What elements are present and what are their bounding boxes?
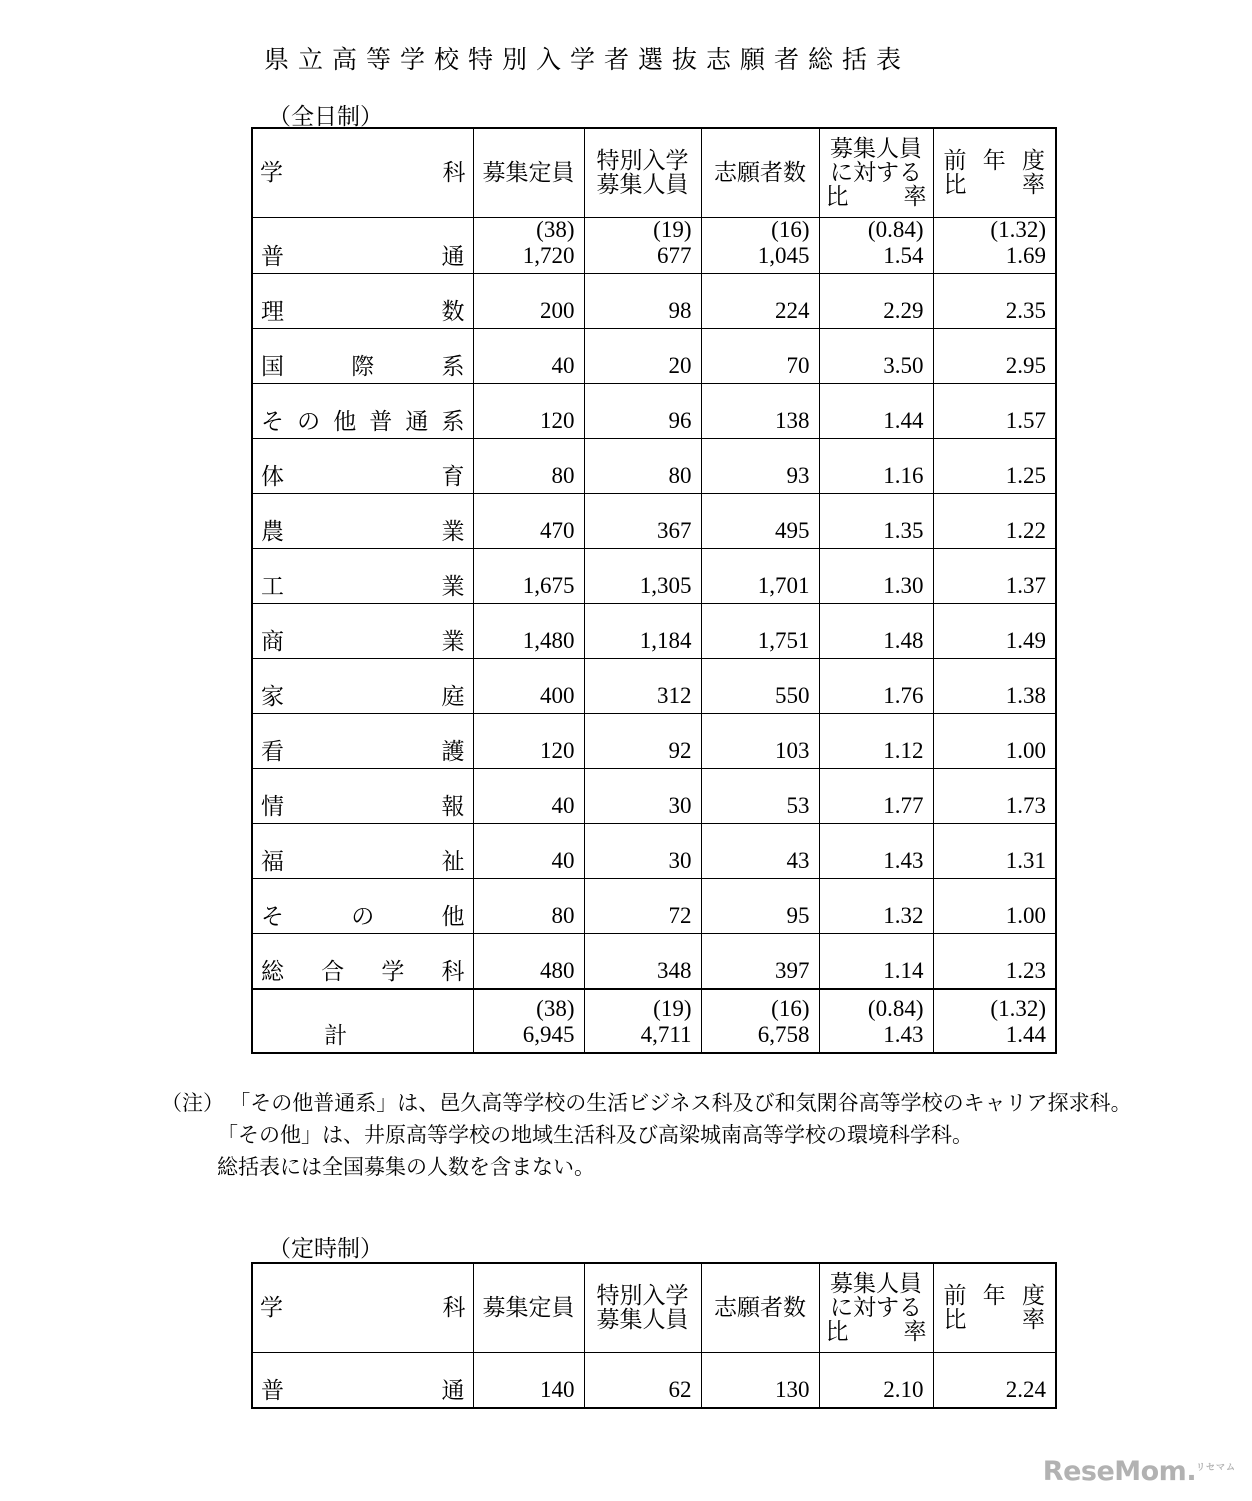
table-row: [252, 383, 1056, 438]
cell-ratio-value: 3.50: [883, 352, 924, 378]
pl2a: 比: [943, 172, 967, 197]
pl1a: 前: [943, 148, 967, 174]
cell-special-quota-value: 348: [657, 957, 692, 983]
cell-applicants: [701, 933, 819, 989]
cell-ratio-value: 1.32: [883, 902, 924, 928]
cell-applicants: [701, 603, 819, 658]
cell-special-quota-value: 1,305: [639, 572, 692, 598]
cell-applicants: [701, 768, 819, 823]
table-row: [252, 603, 1056, 658]
header-cell-previous-year-ratio: [933, 1263, 1056, 1353]
cell-special-quota: [584, 328, 701, 383]
cell-quota: [473, 933, 584, 989]
footnotes: [161, 1088, 1132, 1184]
table-row: [252, 548, 1056, 603]
cell-previous-year-ratio: [933, 768, 1056, 823]
cell-quota-value: 120: [540, 737, 575, 763]
cell-applicants-parenthetical: (16): [771, 217, 810, 242]
cell-previous-year-ratio-value: 1.44: [1005, 1021, 1046, 1047]
subject-label: 普 通: [261, 243, 465, 269]
header-cell-ratio: [819, 128, 933, 218]
header-subject-left: 学: [260, 1295, 283, 1321]
cell-previous-year-ratio: [933, 603, 1056, 658]
rl1: 募集人員: [830, 136, 922, 162]
cell-applicants-value: 53: [786, 792, 810, 818]
rl2: に対する: [830, 160, 922, 186]
cell-applicants: [701, 328, 819, 383]
cell-subject: [252, 823, 473, 878]
table-row: [252, 933, 1056, 989]
cell-ratio: [819, 989, 933, 1053]
cell-special-quota: [584, 713, 701, 768]
cell-applicants: [701, 658, 819, 713]
cell-subject: [252, 383, 473, 438]
header-subject-left: 学: [260, 160, 283, 186]
cell-ratio-parenthetical: (0.84): [867, 996, 924, 1021]
subject-label: 計: [324, 1022, 348, 1048]
cell-quota-parenthetical: (38): [536, 217, 575, 242]
cell-applicants: [701, 438, 819, 493]
table-row: [252, 768, 1056, 823]
cell-ratio: [819, 383, 933, 438]
hl1: 特別入学: [596, 148, 689, 174]
cell-quota-value: 1,720: [522, 242, 575, 268]
cell-subject: [252, 438, 473, 493]
cell-special-quota: [584, 989, 701, 1053]
cell-applicants-value: 1,045: [757, 242, 810, 268]
cell-quota: [473, 328, 584, 383]
cell-applicants: [701, 383, 819, 438]
pl1a: 前: [943, 1283, 967, 1309]
cell-applicants-value: 6,758: [757, 1021, 810, 1047]
cell-applicants-value: 1,751: [757, 627, 810, 653]
cell-ratio: [819, 273, 933, 328]
cell-subject: [252, 658, 473, 713]
fulltime-table: [251, 127, 1057, 1054]
cell-ratio: [819, 328, 933, 383]
pl1b: 年: [982, 148, 1006, 174]
cell-previous-year-ratio-value: 1.73: [1005, 792, 1046, 818]
cell-special-quota: [584, 878, 701, 933]
cell-quota: [473, 989, 584, 1053]
subject-label: 国 際 系: [261, 353, 465, 379]
cell-subject: [252, 273, 473, 328]
parttime-table: [251, 1262, 1057, 1409]
cell-quota-value: 6,945: [522, 1021, 575, 1047]
cell-special-quota-parenthetical: (19): [653, 996, 692, 1021]
cell-quota-value: 80: [551, 902, 575, 928]
table-row: [252, 1353, 1056, 1409]
pl2b: 率: [1022, 1307, 1045, 1332]
cell-special-quota-value: 80: [668, 462, 692, 488]
cell-previous-year-ratio: [933, 878, 1056, 933]
section-caption-fulltime: （全日制）: [268, 104, 383, 129]
cell-quota: [473, 768, 584, 823]
cell-subject: [252, 933, 473, 989]
cell-quota: [473, 713, 584, 768]
cell-special-quota-value: 96: [668, 407, 692, 433]
cell-special-quota-value: 1,184: [639, 627, 692, 653]
cell-quota-value: 200: [540, 297, 575, 323]
subject-label: 普 通: [261, 1378, 465, 1403]
table-row: [252, 658, 1056, 713]
footnote-text-3: 総括表には全国募集の人数を含まない。: [217, 1154, 595, 1179]
subject-label: そ の 他: [261, 903, 465, 929]
cell-applicants: [701, 823, 819, 878]
table-row: [252, 438, 1056, 493]
cell-quota: [473, 603, 584, 658]
cell-ratio: [819, 493, 933, 548]
cell-previous-year-ratio: [933, 383, 1056, 438]
cell-previous-year-ratio-value: 1.38: [1005, 682, 1046, 708]
table-row: [252, 328, 1056, 383]
cell-subject: [252, 878, 473, 933]
cell-previous-year-ratio-value: 1.00: [1005, 902, 1046, 928]
cell-subject: [252, 218, 473, 274]
cell-quota: [473, 1353, 584, 1409]
cell-quota: [473, 383, 584, 438]
cell-subject: [252, 713, 473, 768]
pl2b: 率: [1022, 172, 1045, 197]
cell-ratio-value: 1.30: [883, 572, 924, 598]
cell-previous-year-ratio-value: 1.25: [1005, 462, 1046, 488]
cell-ratio-value: 1.48: [883, 627, 924, 653]
subject-label: 情 報: [261, 793, 465, 819]
footnote-marker: （注）: [161, 1091, 224, 1115]
cell-quota: [473, 878, 584, 933]
cell-previous-year-ratio-value: 1.37: [1005, 572, 1046, 598]
cell-previous-year-ratio: [933, 548, 1056, 603]
subject-label: 看 護: [261, 738, 465, 764]
cell-special-quota: [584, 493, 701, 548]
page-title: 県立高等学校特別入学者選抜志願者総括表: [264, 47, 911, 74]
table-row: [252, 823, 1056, 878]
cell-previous-year-ratio-value: 1.49: [1005, 627, 1046, 653]
cell-ratio: [819, 603, 933, 658]
table-row: [252, 273, 1056, 328]
cell-subject: [252, 603, 473, 658]
cell-special-quota: [584, 438, 701, 493]
cell-ratio-value: 1.44: [883, 407, 924, 433]
subject-label: 工 業: [261, 573, 465, 599]
cell-previous-year-ratio: [933, 1353, 1056, 1409]
cell-applicants-value: 93: [786, 462, 810, 488]
cell-applicants: [701, 548, 819, 603]
cell-ratio: [819, 713, 933, 768]
header-subject-right: 科: [442, 1295, 466, 1321]
cell-applicants-value: 138: [775, 407, 810, 433]
hl2: 募集人員: [596, 172, 689, 197]
header-cell-special-quota: [584, 128, 701, 218]
footnote-text-2: 「その他」は、井原高等学校の地域生活科及び高梁城南高等学校の環境科学科。: [217, 1122, 973, 1147]
watermark-superscript: リセマム: [1196, 1463, 1236, 1473]
subject-label: 理 数: [261, 298, 465, 324]
cell-special-quota-parenthetical: (19): [653, 217, 692, 242]
table-row: [252, 493, 1056, 548]
cell-special-quota: [584, 218, 701, 274]
header-cell-quota: 募集定員: [473, 1263, 584, 1353]
cell-quota-parenthetical: (38): [536, 996, 575, 1021]
cell-quota-value: 40: [551, 847, 575, 873]
cell-previous-year-ratio: [933, 933, 1056, 989]
cell-quota-value: 470: [540, 517, 575, 543]
cell-applicants-value: 224: [775, 297, 810, 323]
cell-applicants-parenthetical: (16): [771, 996, 810, 1021]
cell-previous-year-ratio: [933, 823, 1056, 878]
cell-applicants-value: 130: [775, 1376, 810, 1402]
cell-quota-value: 120: [540, 407, 575, 433]
watermark: [1043, 1456, 1236, 1487]
cell-ratio-value: 1.77: [883, 792, 924, 818]
cell-applicants: [701, 1353, 819, 1409]
cell-applicants-value: 70: [786, 352, 810, 378]
cell-special-quota-value: 98: [668, 297, 692, 323]
cell-subject: [252, 1353, 473, 1409]
cell-ratio: [819, 218, 933, 274]
cell-ratio: [819, 878, 933, 933]
subject-label: 家 庭: [261, 683, 465, 709]
cell-special-quota-value: 20: [668, 352, 692, 378]
cell-special-quota-value: 312: [657, 682, 692, 708]
cell-subject: [252, 989, 473, 1053]
rl3b: 率: [903, 1318, 927, 1344]
rl3b: 率: [903, 183, 927, 209]
cell-applicants: [701, 218, 819, 274]
cell-special-quota: [584, 768, 701, 823]
cell-quota-value: 40: [551, 792, 575, 818]
cell-special-quota: [584, 603, 701, 658]
cell-applicants: [701, 493, 819, 548]
pl2a: 比: [943, 1307, 967, 1332]
cell-previous-year-ratio: [933, 328, 1056, 383]
cell-special-quota-value: 30: [668, 792, 692, 818]
header-cell-applicants: 志願者数: [701, 128, 819, 218]
cell-quota-value: 140: [540, 1376, 575, 1402]
cell-applicants-value: 1,701: [757, 572, 810, 598]
cell-quota: [473, 548, 584, 603]
cell-ratio-value: 1.14: [883, 957, 924, 983]
cell-ratio-value: 1.54: [883, 242, 924, 268]
rl3a: 比: [825, 183, 849, 209]
cell-ratio-value: 2.10: [883, 1376, 924, 1402]
table-row: [252, 713, 1056, 768]
cell-subject: [252, 768, 473, 823]
header-cell-subject: [252, 1263, 473, 1353]
cell-subject: [252, 328, 473, 383]
hl2: 募集人員: [596, 1307, 689, 1332]
cell-quota: [473, 218, 584, 274]
hl1: 特別入学: [596, 1283, 689, 1309]
cell-special-quota-value: 92: [668, 737, 692, 763]
cell-previous-year-ratio-parenthetical: (1.32): [990, 217, 1046, 242]
rl2: に対する: [830, 1295, 922, 1321]
cell-special-quota-value: 367: [657, 517, 692, 543]
cell-special-quota-value: 4,711: [640, 1021, 692, 1047]
cell-previous-year-ratio-value: 2.35: [1005, 297, 1046, 323]
pl1c: 度: [1022, 148, 1045, 174]
cell-ratio: [819, 548, 933, 603]
rl1: 募集人員: [830, 1271, 922, 1297]
pl1c: 度: [1022, 1283, 1045, 1309]
cell-applicants: [701, 989, 819, 1053]
subject-label: そ の 他 普 通 系: [261, 408, 465, 434]
subject-label: 農 業: [261, 518, 465, 544]
cell-special-quota: [584, 823, 701, 878]
cell-previous-year-ratio: [933, 273, 1056, 328]
cell-previous-year-ratio-value: 1.31: [1005, 847, 1046, 873]
cell-ratio-value: 1.12: [883, 737, 924, 763]
table-row: [252, 218, 1056, 274]
cell-ratio-value: 1.43: [883, 1021, 924, 1047]
table-row: [252, 878, 1056, 933]
header-cell-applicants: 志願者数: [701, 1263, 819, 1353]
table-total-row: [252, 989, 1056, 1053]
cell-special-quota: [584, 273, 701, 328]
footnote-text-1: 「その他普通系」は、邑久高等学校の生活ビジネス科及び和気閑谷高等学校のキャリア探求科。: [229, 1091, 1132, 1115]
section-caption-parttime: （定時制）: [268, 1236, 383, 1261]
cell-ratio-value: 2.29: [883, 297, 924, 323]
cell-quota: [473, 273, 584, 328]
cell-special-quota-value: 72: [668, 902, 692, 928]
cell-applicants-value: 550: [775, 682, 810, 708]
table-header-row: [252, 128, 1056, 218]
pl1b: 年: [982, 1283, 1006, 1309]
cell-special-quota: [584, 1353, 701, 1409]
cell-special-quota: [584, 933, 701, 989]
cell-special-quota-value: 30: [668, 847, 692, 873]
subject-label: 総 合 学 科: [261, 958, 465, 984]
cell-applicants-value: 103: [775, 737, 810, 763]
cell-subject: [252, 493, 473, 548]
cell-ratio-value: 1.43: [883, 847, 924, 873]
subject-label: 商 業: [261, 628, 465, 654]
cell-previous-year-ratio-value: 1.23: [1005, 957, 1046, 983]
cell-quota-value: 1,480: [522, 627, 575, 653]
cell-previous-year-ratio-value: 2.24: [1005, 1376, 1046, 1402]
cell-previous-year-ratio: [933, 658, 1056, 713]
cell-quota: [473, 493, 584, 548]
cell-applicants-value: 95: [786, 902, 810, 928]
cell-quota: [473, 658, 584, 713]
cell-special-quota: [584, 383, 701, 438]
cell-ratio: [819, 658, 933, 713]
cell-special-quota: [584, 548, 701, 603]
header-cell-ratio: [819, 1263, 933, 1353]
header-cell-previous-year-ratio: [933, 128, 1056, 218]
header-cell-special-quota: [584, 1263, 701, 1353]
cell-ratio-value: 1.35: [883, 517, 924, 543]
cell-applicants-value: 495: [775, 517, 810, 543]
cell-previous-year-ratio: [933, 218, 1056, 274]
cell-special-quota-value: 677: [657, 242, 692, 268]
cell-applicants: [701, 273, 819, 328]
cell-quota-value: 480: [540, 957, 575, 983]
cell-previous-year-ratio-value: 1.57: [1005, 407, 1046, 433]
subject-label: 体 育: [261, 463, 465, 489]
cell-quota: [473, 438, 584, 493]
rl3a: 比: [825, 1318, 849, 1344]
cell-ratio: [819, 823, 933, 878]
cell-applicants: [701, 713, 819, 768]
cell-subject: [252, 548, 473, 603]
cell-ratio: [819, 438, 933, 493]
cell-quota: [473, 823, 584, 878]
cell-ratio: [819, 933, 933, 989]
cell-ratio-value: 1.16: [883, 462, 924, 488]
cell-special-quota-value: 62: [668, 1376, 692, 1402]
footnote-line-1: [161, 1088, 1132, 1120]
header-cell-subject: [252, 128, 473, 218]
cell-ratio-value: 1.76: [883, 682, 924, 708]
watermark-text: ReseMom.: [1042, 1456, 1197, 1487]
cell-ratio-parenthetical: (0.84): [867, 217, 924, 242]
cell-quota-value: 40: [551, 352, 575, 378]
cell-previous-year-ratio-parenthetical: (1.32): [990, 996, 1046, 1021]
cell-quota-value: 400: [540, 682, 575, 708]
table-header-row: [252, 1263, 1056, 1353]
cell-previous-year-ratio: [933, 713, 1056, 768]
cell-previous-year-ratio-value: 1.69: [1005, 242, 1046, 268]
cell-previous-year-ratio-value: 1.22: [1005, 517, 1046, 543]
cell-quota-value: 1,675: [522, 572, 575, 598]
cell-special-quota: [584, 658, 701, 713]
cell-previous-year-ratio-value: 1.00: [1005, 737, 1046, 763]
cell-applicants-value: 397: [775, 957, 810, 983]
cell-ratio: [819, 768, 933, 823]
header-cell-quota: 募集定員: [473, 128, 584, 218]
header-subject-right: 科: [442, 160, 466, 186]
cell-previous-year-ratio-value: 2.95: [1005, 352, 1046, 378]
cell-previous-year-ratio: [933, 438, 1056, 493]
cell-quota-value: 80: [551, 462, 575, 488]
cell-previous-year-ratio: [933, 493, 1056, 548]
cell-ratio: [819, 1353, 933, 1409]
cell-previous-year-ratio: [933, 989, 1056, 1053]
cell-applicants: [701, 878, 819, 933]
subject-label: 福 祉: [261, 848, 465, 874]
cell-applicants-value: 43: [786, 847, 810, 873]
